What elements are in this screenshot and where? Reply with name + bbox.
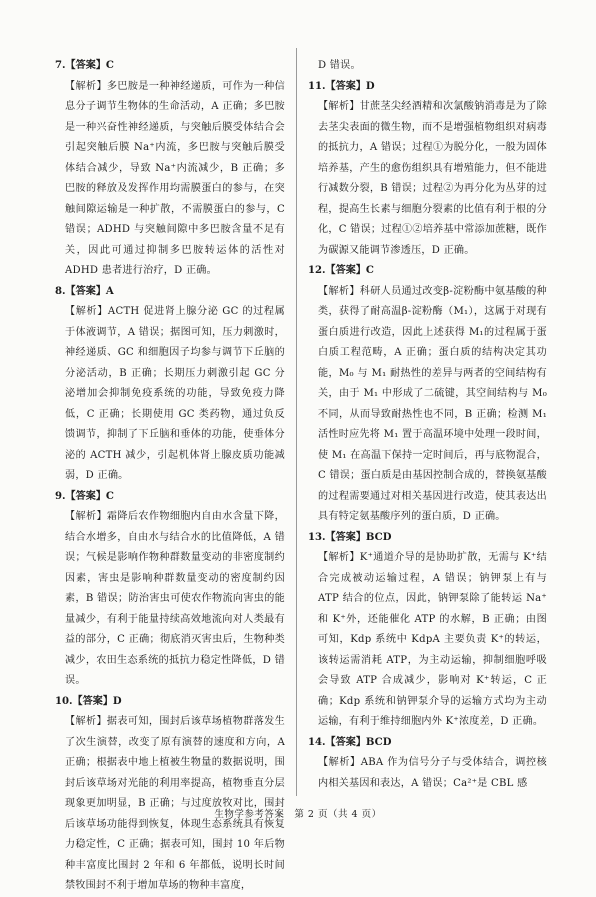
analysis-9: 【解析】霜降后农作物细胞内自由水含量下降，结合水增多，自由水与结合水的比值降低，A 错误；气候是影响作物种群数量变动的非密度制约因素，害虫是影响种群数量变动的密度制约因素，B 错误；防治害虫可使农作物流向害虫的能量减少，有利于能量持续高效地流向对人类最有益的部分，C 正确；彻底消灭害虫后，生物种类减少，农田生态系统的抵抗力稳定性降低，D 错误。 bbox=[65, 511, 285, 686]
page-footer: 生物学参考答案 第 2 页（共 4 页） bbox=[214, 809, 382, 820]
column-divider bbox=[296, 48, 297, 796]
answer-12: 12.【答案】C bbox=[308, 265, 374, 276]
answer-10: 10.【答案】D bbox=[55, 695, 122, 707]
answer-13: 13.【答案】BCD bbox=[308, 531, 392, 543]
analysis-10-continued: D 错误。 bbox=[318, 60, 361, 71]
answer-9: 9.【答案】C bbox=[55, 490, 114, 502]
analysis-13: 【解析】K⁺通道介导的是协助扩散，无需与 K⁺结合完成被动运输过程，A 错误；钠钾泵上有与 ATP 结合的位点，因此，钠钾泵除了能转运 Na⁺和 K⁺外，还能催化 ATP 的水解，B 正确；由图可知，Kdp 系统中 KdpA 主要负责 K⁺的转运，该转运需消耗 ATP，为主动运输，抑制细胞呼吸会导致 ATP 合成减少，影响对 K⁺转运，C 正确；Kdp 系统和钠钾泵介导的运输方式均为主动运输，有利于维持细胞内外 K⁺浓度差，D 正确。 bbox=[318, 552, 547, 727]
left-column bbox=[55, 56, 285, 897]
analysis-12: 【解析】科研人员通过改变β-淀粉酶中氨基酸的种类，获得了耐高温β-淀粉酶（M₁），这属于对现有蛋白质进行改造，因此上述获得 M₁的过程属于蛋白质工程范畴，A 正确；蛋白质的结构决定其功能，M₀ 与 M₁ 耐热性的差异与两者的空间结构有关，由于 M₁ 中形成了二硫键，其空间结构与 M₀ 不同，从而导致耐热性也不同，B 正确；检测 M₁ 活性时应先将 M₁ 置于高温环境中处理一段时间，使 M₁ 在高温下保持一定时间后，再与底物混合，C 错误；蛋白质是由基因控制合成的，替换氨基酸的过程需要通过对相关基因进行改造，使其表达出具有特定氨基酸序列的蛋白质，D 正确。 bbox=[318, 285, 547, 522]
answer-7: 7.【答案】C bbox=[55, 60, 114, 71]
answer-8: 8.【答案】A bbox=[55, 285, 114, 297]
right-column bbox=[308, 56, 547, 794]
analysis-7: 【解析】多巴胺是一种神经递质，可作为一种信息分子调节生物体的生命活动，A 正确；多巴胺是一种兴奋性神经递质，与突触后膜受体结合会引起突触后膜 Na⁺内流，多巴胺与突触后膜受体结合减少，导致 Na⁺内流减少，B 正确；多巴胺的释放及发挥作用均需膜蛋白的参与，在突触间隙运输是一种扩散，不需膜蛋白的参与，C 错误；ADHD 与突触间隙中多巴胺含量不足有关，因此可通过抑制多巴胺转运体的活性对 ADHD 患者进行治疗，D 正确。 bbox=[65, 80, 285, 276]
answer-11: 11.【答案】D bbox=[308, 80, 375, 92]
analysis-11: 【解析】甘蔗茎尖经酒精和次氯酸钠消毒是为了除去茎尖表面的微生物，而不是增强植物组织对病毒的抵抗力，A 错误；过程①为脱分化，一般为固体培养基，产生的愈伤组织具有增殖能力，但不能进行减数分裂，B 错误；过程②为再分化为丛芽的过程，提高生长素与细胞分裂素的比值有利于根的分化，C 错误；过程①②培养基中常添加蔗糖，既作为碳源又能调节渗透压，D 正确。 bbox=[318, 101, 547, 256]
analysis-8: 【解析】ACTH 促进肾上腺分泌 GC 的过程属于体液调节，A 错误；据图可知，压力刺激时，神经递质、GC 和细胞因子均参与调节下丘脑的分泌活动，B 正确；长期压力刺激引起 GC 分泌增加会抑制免疫系统的功能，导致免疫力降低，C 正确；长期使用 GC 类药物，通过负反馈调节，抑制了下丘脑和垂体的功能，使垂体分泌的 ACTH 减少，引起机体肾上腺皮质功能减弱，D 正确。 bbox=[65, 306, 285, 481]
analysis-14: 【解析】ABA 作为信号分子与受体结合，调控核内相关基因和表达，A 错误；Ca²⁺是 CBL 感 bbox=[318, 757, 547, 789]
analysis-10: 【解析】据表可知，围封后该草场植物群落发生了次生演替，改变了原有演替的速度和方向，A 正确；根据表中地上植被生物量的数据说明，围封后该草场对光能的利用率提高，植物垂直分层现象更加明显，B 正确；与过度放牧对比，围封后该草场功能得到恢复，体现生态系统具有恢复力稳定性，C 正确；据表可知，围封 10 年后物种丰富度比围封 2 年和 6 年都低，说明长时间禁牧围封不利于增加草场的物种丰富度， bbox=[65, 716, 285, 891]
answer-14: 14.【答案】BCD bbox=[308, 736, 392, 748]
